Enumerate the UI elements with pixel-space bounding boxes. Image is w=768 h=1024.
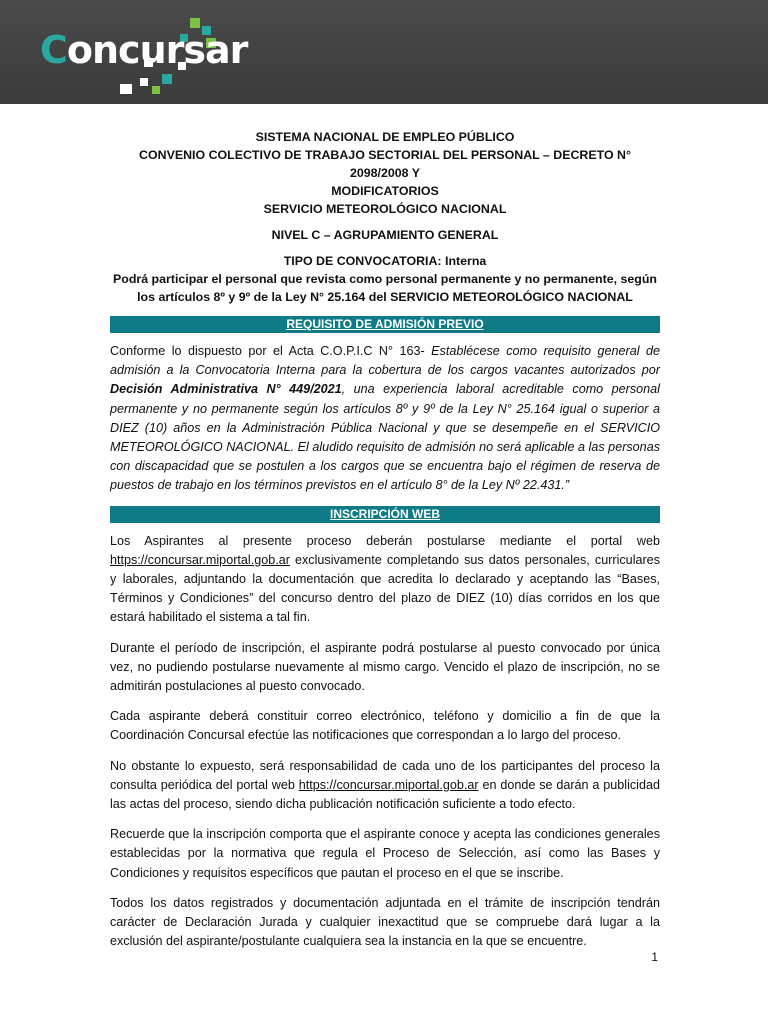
section-inscripcion-title: INSCRIPCIÓN WEB: [110, 506, 660, 523]
inscripcion-paragraph-4: No obstante lo expuesto, será responsabilidad de cada uno de los participantes del proceso la consulta periódica del portal web https://concursar.miportal.gob.ar en donde se darán a publicidad las actas del proceso, siendo dicha publicación notificación suficiente a todo efecto.: [110, 758, 660, 812]
document-page: [110, 128, 660, 951]
logo-text: oncursar: [66, 28, 248, 72]
tipo-line: TIPO DE CONVOCATORIA: Interna: [283, 254, 487, 268]
nivel-line: NIVEL C – AGRUPAMIENTO GENERAL: [271, 228, 499, 242]
header-line-3: MODIFICATORIOS: [331, 184, 439, 198]
portal-link[interactable]: https://concursar.miportal.gob.ar: [110, 552, 290, 567]
inscripcion-paragraph-6: Todos los datos registrados y documentación adjuntada en el trámite de inscripción tendrán carácter de Declaración Jurada y cualquier inexactitud que se compruebe dará lugar a la exclusión del aspirante/postulante cualquiera sea la instancia en la que se encuentre.: [110, 895, 660, 949]
inscripcion-paragraph-5: Recuerde que la inscripción comporta que el aspirante conoce y acepta las condiciones generales establecidas por la normativa que regula el Proceso de Selección, así como las Bases y Condiciones y requisitos específicos que pautan el proceso en el que se inscribe.: [110, 827, 660, 880]
header-line-2: CONVENIO COLECTIVO DE TRABAJO SECTORIAL DEL PERSONAL – DECRETO N° 2098/2008 Y: [139, 148, 631, 180]
section-requisito-title: REQUISITO DE ADMISIÓN PREVIO: [110, 316, 660, 333]
page-number: 1: [651, 950, 658, 964]
concursar-logo: [40, 20, 270, 90]
inscripcion-paragraph-2: Durante el período de inscripción, el aspirante podrá postularse al puesto convocado por única vez, no pudiendo postularse nuevamente al mismo cargo. Vencido el plazo de inscripción, no se admitirán postulaciones al puesto convocado.: [110, 640, 660, 694]
podra-line-1: Podrá participar el personal que revista como personal permanente y no permanente, según: [113, 272, 657, 286]
header-banner: [0, 0, 768, 104]
portal-link-2[interactable]: https://concursar.miportal.gob.ar: [298, 777, 479, 792]
requisito-paragraph: Conforme lo dispuesto por el Acta C.O.P.I.C N° 163- Establécese como requisito general de admisión a la Convocatoria Interna para la cobertura de los cargos vacantes autorizados por Decisión Administrativa N° 449/2021, una experiencia laboral acreditable como personal permanente y no permanente según los artículos 8º y 9º de la Ley N° 25.164 igual o superior a DIEZ (10) años en la Administración Pública Nacional y que se desempeñe en el SERVICIO METEOROLÓGICO NACIONAL. El aludido requisito de admisión no será aplicable a las personas con discapacidad que se postulen a los cargos que se encuentra bajo el régimen de reserva de puestos de trabajo en los términos previstos en el artículo 8° de la Ley Nº 22.431.”: [110, 344, 660, 493]
header-line-4: SERVICIO METEOROLÓGICO NACIONAL: [263, 202, 507, 216]
inscripcion-paragraph-3: Cada aspirante deberá constituir correo electrónico, teléfono y domicilio a fin de que la Coordinación Concursal efectúe las notificaciones que correspondan a lo largo del proceso.: [110, 709, 660, 743]
header-line-1: SISTEMA NACIONAL DE EMPLEO PÚBLICO: [255, 130, 515, 144]
podra-line-2: los artículos 8º y 9º de la Ley N° 25.164 del SERVICIO METEOROLÓGICO NACIONAL: [137, 290, 633, 304]
inscripcion-paragraph-1: Los Aspirantes al presente proceso deberán postularse mediante el portal web https://concursar.miportal.gob.ar exclusivamente completando sus datos personales, curriculares y laborales, adjuntando la documentación que acredita lo declarado y aceptando las “Bases, Términos y Condiciones” del concurso dentro del plazo de DIEZ (10) días corridos en los que estará habilitado el sistema a tal fin.: [110, 533, 660, 625]
logo-c: C: [40, 28, 67, 72]
